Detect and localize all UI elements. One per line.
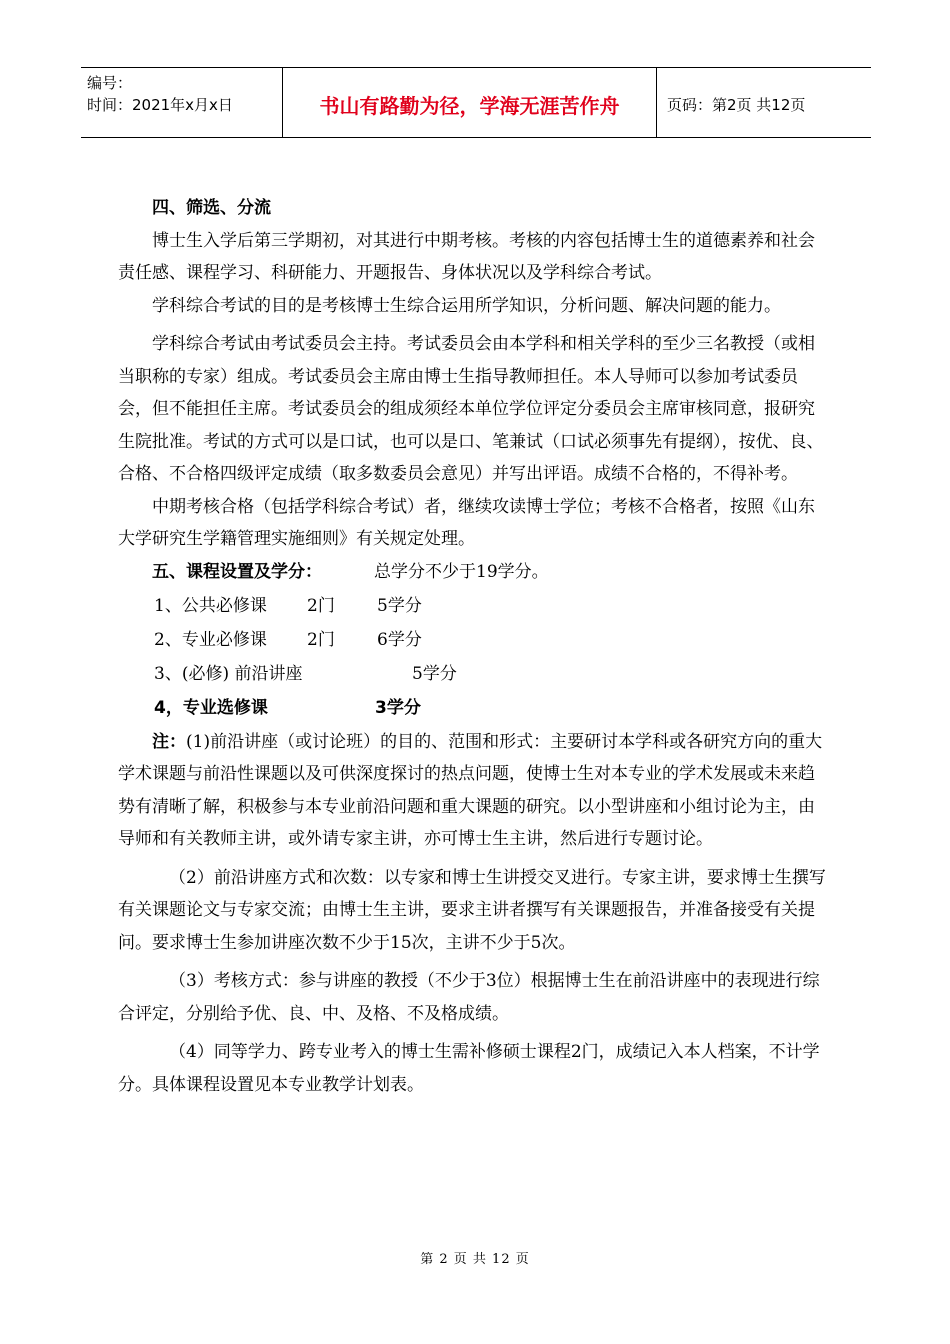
document-body	[118, 192, 830, 1101]
course-row	[154, 624, 830, 658]
note-paragraph-4: （4）同等学力、跨专业考入的博士生需补修硕士课程2门，成绩记入本人档案，不计学分。具体课程设置见本专业教学计划表。	[118, 1042, 820, 1095]
course-count: 2门	[307, 596, 335, 617]
section-5-heading: 五、课程设置及学分：	[152, 562, 322, 583]
course-name: 1、公共必修课	[154, 596, 267, 617]
note-label: 注：	[152, 731, 186, 752]
document-number-label: 编号：	[87, 74, 133, 92]
course-credit: 3学分	[375, 698, 421, 719]
section-5-heading-row	[152, 556, 830, 590]
course-name: 2、专业必修课	[154, 630, 267, 651]
page-header	[81, 67, 871, 138]
note-paragraph-3: （3）考核方式：参与讲座的教授（不少于3位）根据博士生在前沿讲座中的表现进行综合评定，分别给予优、良、中、及格、不及格成绩。	[118, 971, 820, 1024]
course-count: 2门	[307, 630, 335, 651]
section-4-paragraph-3: 学科综合考试由考试委员会主持。考试委员会由本学科和相关学科的至少三名教授（或相当职称的专家）组成。考试委员会主席由博士生指导教师担任。本人导师可以参加考试委员会，但不能担任主席。考试委员会的组成须经本单位学位评定分委员会主席审核同意，报研究生院批准。考试的方式可以是口试，也可以是口、笔兼试（口试必须事先有提纲），按优、良、合格、不合格四级评定成绩（取多数委员会意见）并写出评语。成绩不合格的，不得补考。	[118, 334, 824, 484]
document-time-label: 时间：2021年x月x日	[87, 96, 233, 114]
course-row	[154, 658, 830, 692]
course-row	[154, 590, 830, 624]
course-credit: 6学分	[377, 630, 422, 651]
course-row	[154, 692, 830, 726]
section-4-paragraph-4: 中期考核合格（包括学科综合考试）者，继续攻读博士学位；考核不合格者，按照《山东大学研究生学籍管理实施细则》有关规定处理。	[118, 496, 815, 549]
header-page-cell	[657, 68, 871, 137]
section-4-paragraph-1: 博士生入学后第三学期初，对其进行中期考核。考核的内容包括博士生的道德素养和社会责任感、课程学习、科研能力、开题报告、身体状况以及学科综合考试。	[118, 230, 815, 283]
note-paragraph-2: （2）前沿讲座方式和次数：以专家和博士生讲授交叉进行。专家主讲，要求博士生撰写有关课题论文与专家交流；由博士生主讲，要求主讲者撰写有关课题报告，并准备接受有关提问。要求博士生参加讲座次数不少于15次，主讲不少于5次。	[118, 867, 826, 953]
course-name: 3、(必修) 前沿讲座	[154, 664, 303, 685]
section-4-paragraph-2: 学科综合考试的目的是考核博士生综合运用所学知识，分析问题、解决问题的能力。	[152, 295, 781, 316]
section-4-heading: 四、筛选、分流	[152, 198, 271, 218]
header-meta-cell	[81, 68, 283, 137]
section-5-total-credits: 总学分不少于19学分。	[374, 562, 549, 583]
note-paragraph-1	[118, 726, 830, 856]
header-motto-cell	[283, 68, 657, 137]
header-page-info: 页码：第2页 共12页	[667, 96, 806, 114]
course-credit: 5学分	[412, 664, 457, 685]
course-name: 4，专业选修课	[154, 698, 268, 719]
header-motto: 书山有路勤为径，学海无涯苦作舟	[319, 94, 620, 118]
course-credit: 5学分	[377, 596, 422, 617]
note-1-text: (1)前沿讲座（或讨论班）的目的、范围和形式：主要研讨本学科或各研究方向的重大学术课题与前沿性课题以及可供深度探讨的热点问题，使博士生对本专业的学术发展或未来趋势有清晰了解，积极参与本专业前沿问题和重大课题的研究。以小型讲座和小组讨论为主，由导师和有关教师主讲，或外请专家主讲，亦可博士生主讲，然后进行专题讨论。	[118, 731, 823, 849]
page-footer: 第 2 页 共 12 页	[420, 1252, 530, 1267]
